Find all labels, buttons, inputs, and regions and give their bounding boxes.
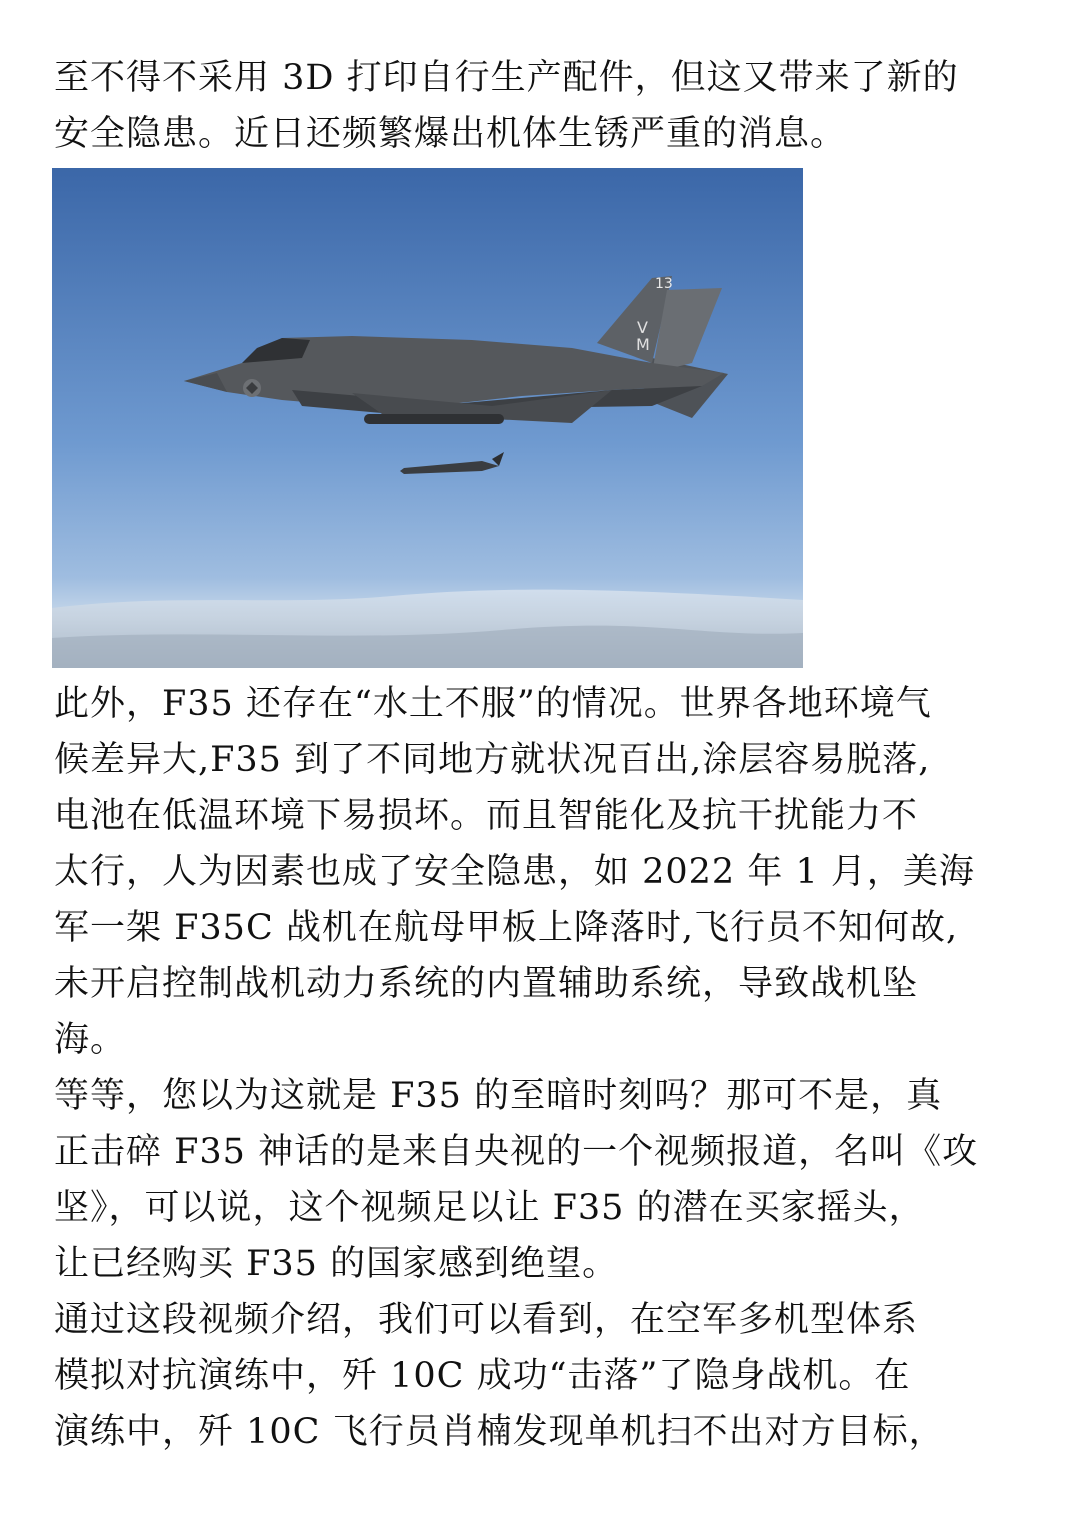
svg-text:V: V — [637, 318, 648, 337]
paragraph-4 — [54, 1292, 1030, 1460]
text-line: 此外，F35 还存在“水土不服”的情况。世界各地环境气 — [54, 684, 932, 724]
text-line: 模拟对抗演练中，歼 10C 成功“击落”了隐身战机。在 — [54, 1356, 911, 1396]
text-line: 让已经购买 F35 的国家感到绝望。 — [54, 1244, 619, 1284]
f35-aircraft-photo — [52, 168, 803, 668]
text-line: 演练中，歼 10C 飞行员肖楠发现单机扫不出对方目标， — [54, 1412, 945, 1452]
svg-text:13: 13 — [655, 276, 673, 292]
text-line: 通过这段视频介绍，我们可以看到，在空军多机型体系 — [54, 1300, 919, 1340]
text-line: 至不得不采用 3D 打印自行生产配件，但这又带来了新的 — [54, 58, 959, 98]
text-line: 候差异大,F35 到了不同地方就状况百出,涂层容易脱落, — [54, 740, 931, 780]
paragraph-3 — [54, 1068, 1030, 1292]
text-line: 坚》，可以说，这个视频足以让 F35 的潜在买家摇头， — [54, 1188, 925, 1228]
svg-text:M: M — [636, 335, 650, 354]
text-line: 正击碎 F35 神话的是来自央视的一个视频报道，名叫《攻 — [54, 1132, 979, 1172]
text-line: 安全隐患。近日还频繁爆出机体生锈严重的消息。 — [54, 114, 847, 154]
paragraph-1 — [54, 50, 1030, 162]
text-line: 电池在低温环境下易损坏。而且智能化及抗干扰能力不 — [54, 796, 919, 836]
text-line: 等等，您以为这就是 F35 的至暗时刻吗？那可不是，真 — [54, 1076, 943, 1116]
paragraph-2 — [54, 676, 1030, 1068]
text-line: 太行，人为因素也成了安全隐患，如 2022 年 1 月，美海 — [54, 852, 975, 892]
text-line: 海。 — [54, 1020, 127, 1060]
text-line: 军一架 F35C 战机在航母甲板上降落时,飞行员不知何故, — [54, 908, 959, 948]
text-line: 未开启控制战机动力系统的内置辅助系统，导致战机坠 — [54, 964, 919, 1004]
